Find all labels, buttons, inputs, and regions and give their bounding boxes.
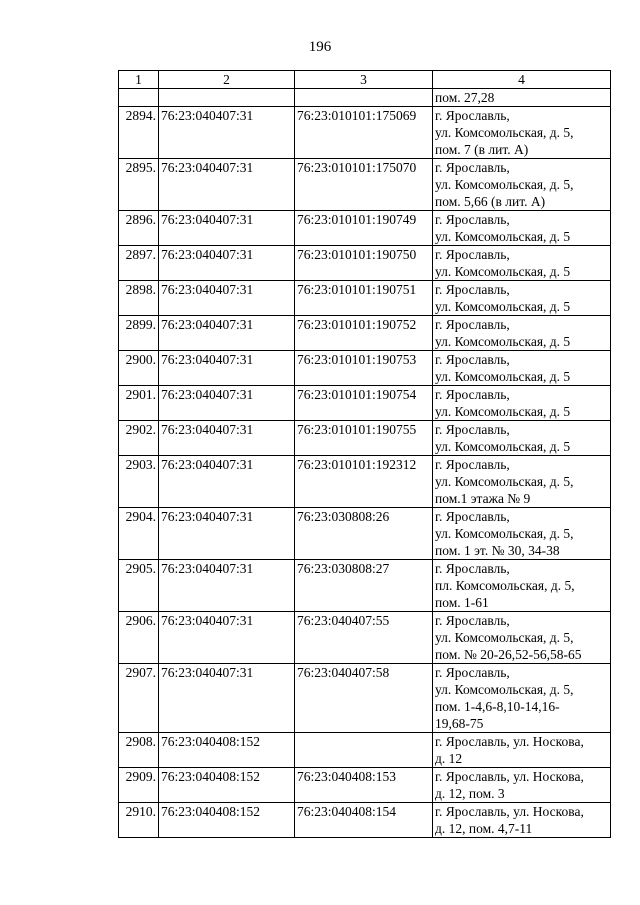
land-parcel-number: 76:23:040408:152 bbox=[159, 768, 295, 803]
address-line: пом. 1 эт. № 30, 34-38 bbox=[435, 543, 560, 558]
address-line: ул. Комсомольская, д. 5 bbox=[435, 369, 571, 384]
address-line: г. Ярославль, bbox=[435, 212, 510, 227]
table-row bbox=[119, 456, 611, 508]
object-cadastral-number: 76:23:010101:190754 bbox=[295, 386, 433, 421]
land-parcel-number: 76:23:040407:31 bbox=[159, 664, 295, 733]
row-number: 2910. bbox=[119, 803, 159, 838]
table-row bbox=[119, 281, 611, 316]
address-line: пом. 7 (в лит. А) bbox=[435, 142, 529, 157]
land-parcel-number: 76:23:040407:31 bbox=[159, 421, 295, 456]
land-parcel-number: 76:23:040407:31 bbox=[159, 211, 295, 246]
row-number: 2896. bbox=[119, 211, 159, 246]
address-cell bbox=[433, 768, 611, 803]
land-parcel-number: 76:23:040407:31 bbox=[159, 246, 295, 281]
address-line: г. Ярославль, bbox=[435, 509, 510, 524]
table-row bbox=[119, 508, 611, 560]
row-number: 2907. bbox=[119, 664, 159, 733]
address-cell bbox=[433, 386, 611, 421]
address-line: д. 12 bbox=[435, 751, 463, 766]
row-number: 2895. bbox=[119, 159, 159, 211]
object-cadastral-number: 76:23:010101:190751 bbox=[295, 281, 433, 316]
address-line: ул. Комсомольская, д. 5 bbox=[435, 334, 571, 349]
address-line: г. Ярославль, bbox=[435, 387, 510, 402]
object-cadastral-number: 76:23:010101:190755 bbox=[295, 421, 433, 456]
table-row bbox=[119, 159, 611, 211]
object-cadastral-number: 76:23:010101:190749 bbox=[295, 211, 433, 246]
page-number: 196 bbox=[308, 39, 332, 55]
address-cell bbox=[433, 456, 611, 508]
row-number: 2904. bbox=[119, 508, 159, 560]
land-parcel-number: 76:23:040407:31 bbox=[159, 456, 295, 508]
table-row bbox=[119, 351, 611, 386]
address-line: д. 12, пом. 3 bbox=[435, 786, 505, 801]
row-number: 2906. bbox=[119, 612, 159, 664]
address-line: ул. Комсомольская, д. 5 bbox=[435, 404, 571, 419]
row-number: 2900. bbox=[119, 351, 159, 386]
row-number: 2894. bbox=[119, 107, 159, 159]
address-line: 19,68-75 bbox=[435, 716, 484, 731]
land-parcel-number: 76:23:040407:31 bbox=[159, 159, 295, 211]
land-parcel-number: 76:23:040407:31 bbox=[159, 351, 295, 386]
table-row bbox=[119, 612, 611, 664]
land-parcel-number: 76:23:040408:152 bbox=[159, 733, 295, 768]
address-line: пом. № 20-26,52-56,58-65 bbox=[435, 647, 582, 662]
address-line: ул. Комсомольская, д. 5 bbox=[435, 299, 571, 314]
address-cell bbox=[433, 560, 611, 612]
table-row bbox=[119, 246, 611, 281]
address-line: ул. Комсомольская, д. 5, bbox=[435, 474, 574, 489]
object-cadastral-number: 76:23:040407:58 bbox=[295, 664, 433, 733]
address-cell bbox=[433, 316, 611, 351]
address-cell bbox=[433, 351, 611, 386]
land-parcel-number: 76:23:040407:31 bbox=[159, 386, 295, 421]
object-cadastral-number: 76:23:010101:190752 bbox=[295, 316, 433, 351]
address-line: г. Ярославль, bbox=[435, 282, 510, 297]
row-number: 2898. bbox=[119, 281, 159, 316]
address-cell bbox=[433, 803, 611, 838]
address-line: г. Ярославль, bbox=[435, 247, 510, 262]
address-line: г. Ярославль, bbox=[435, 457, 510, 472]
object-cadastral-number bbox=[295, 89, 433, 107]
address-line: пом.1 этажа № 9 bbox=[435, 491, 531, 506]
table-row bbox=[119, 733, 611, 768]
column-header-2: 2 bbox=[159, 71, 295, 89]
object-cadastral-number: 76:23:010101:175070 bbox=[295, 159, 433, 211]
column-header-1: 1 bbox=[119, 71, 159, 89]
land-parcel-number: 76:23:040407:31 bbox=[159, 612, 295, 664]
row-number: 2901. bbox=[119, 386, 159, 421]
table-row bbox=[119, 211, 611, 246]
address-cell bbox=[433, 733, 611, 768]
address-line: г. Ярославль, bbox=[435, 665, 510, 680]
column-header-3: 3 bbox=[295, 71, 433, 89]
column-header-4: 4 bbox=[433, 71, 611, 89]
row-number: 2897. bbox=[119, 246, 159, 281]
object-cadastral-number: 76:23:040407:55 bbox=[295, 612, 433, 664]
land-parcel-number: 76:23:040407:31 bbox=[159, 560, 295, 612]
table-row bbox=[119, 89, 611, 107]
address-line: пом. 1-4,6-8,10-14,16- bbox=[435, 699, 560, 714]
address-cell bbox=[433, 246, 611, 281]
row-number: 2909. bbox=[119, 768, 159, 803]
address-line: ул. Комсомольская, д. 5, bbox=[435, 177, 574, 192]
row-number bbox=[119, 89, 159, 107]
address-line: г. Ярославль, bbox=[435, 317, 510, 332]
object-cadastral-number: 76:23:010101:192312 bbox=[295, 456, 433, 508]
land-parcel-number: 76:23:040407:31 bbox=[159, 107, 295, 159]
object-cadastral-number: 76:23:010101:190750 bbox=[295, 246, 433, 281]
address-cell bbox=[433, 159, 611, 211]
address-line: ул. Комсомольская, д. 5 bbox=[435, 229, 571, 244]
table-body bbox=[119, 89, 611, 838]
address-cell bbox=[433, 612, 611, 664]
object-cadastral-number: 76:23:030808:27 bbox=[295, 560, 433, 612]
address-line: г. Ярославль, bbox=[435, 613, 510, 628]
address-line: г. Ярославль, bbox=[435, 160, 510, 175]
land-parcel-number: 76:23:040407:31 bbox=[159, 508, 295, 560]
address-line: ул. Комсомольская, д. 5, bbox=[435, 526, 574, 541]
table-row bbox=[119, 316, 611, 351]
address-line: пл. Комсомольская, д. 5, bbox=[435, 578, 575, 593]
address-cell bbox=[433, 508, 611, 560]
table-header-row bbox=[119, 71, 611, 89]
land-parcel-number: 76:23:040407:31 bbox=[159, 316, 295, 351]
address-line: пом. 5,66 (в лит. А) bbox=[435, 194, 546, 209]
address-line: г. Ярославль, bbox=[435, 422, 510, 437]
land-parcel-number bbox=[159, 89, 295, 107]
table-row bbox=[119, 107, 611, 159]
object-cadastral-number bbox=[295, 733, 433, 768]
object-cadastral-number: 76:23:010101:190753 bbox=[295, 351, 433, 386]
registry-table bbox=[118, 70, 611, 838]
land-parcel-number: 76:23:040408:152 bbox=[159, 803, 295, 838]
table-row bbox=[119, 386, 611, 421]
address-line: пом. 27,28 bbox=[435, 90, 495, 105]
address-cell bbox=[433, 664, 611, 733]
object-cadastral-number: 76:23:040408:154 bbox=[295, 803, 433, 838]
table-row bbox=[119, 803, 611, 838]
row-number: 2903. bbox=[119, 456, 159, 508]
table-row bbox=[119, 664, 611, 733]
address-line: г. Ярославль, ул. Носкова, bbox=[435, 769, 584, 784]
address-line: г. Ярославль, ул. Носкова, bbox=[435, 734, 584, 749]
address-line: г. Ярославль, ул. Носкова, bbox=[435, 804, 584, 819]
object-cadastral-number: 76:23:030808:26 bbox=[295, 508, 433, 560]
address-cell bbox=[433, 421, 611, 456]
row-number: 2899. bbox=[119, 316, 159, 351]
address-line: ул. Комсомольская, д. 5 bbox=[435, 439, 571, 454]
address-line: пом. 1-61 bbox=[435, 595, 489, 610]
address-cell bbox=[433, 281, 611, 316]
row-number: 2902. bbox=[119, 421, 159, 456]
address-cell bbox=[433, 107, 611, 159]
address-line: г. Ярославль, bbox=[435, 108, 510, 123]
address-line: г. Ярославль, bbox=[435, 352, 510, 367]
address-line: д. 12, пом. 4,7-11 bbox=[435, 821, 533, 836]
address-line: ул. Комсомольская, д. 5, bbox=[435, 630, 574, 645]
address-cell bbox=[433, 89, 611, 107]
address-line: ул. Комсомольская, д. 5 bbox=[435, 264, 571, 279]
address-cell bbox=[433, 211, 611, 246]
table-row bbox=[119, 768, 611, 803]
address-line: г. Ярославль, bbox=[435, 561, 510, 576]
object-cadastral-number: 76:23:010101:175069 bbox=[295, 107, 433, 159]
table-row bbox=[119, 560, 611, 612]
object-cadastral-number: 76:23:040408:153 bbox=[295, 768, 433, 803]
address-line: ул. Комсомольская, д. 5, bbox=[435, 125, 574, 140]
row-number: 2905. bbox=[119, 560, 159, 612]
row-number: 2908. bbox=[119, 733, 159, 768]
land-parcel-number: 76:23:040407:31 bbox=[159, 281, 295, 316]
table-row bbox=[119, 421, 611, 456]
address-line: ул. Комсомольская, д. 5, bbox=[435, 682, 574, 697]
